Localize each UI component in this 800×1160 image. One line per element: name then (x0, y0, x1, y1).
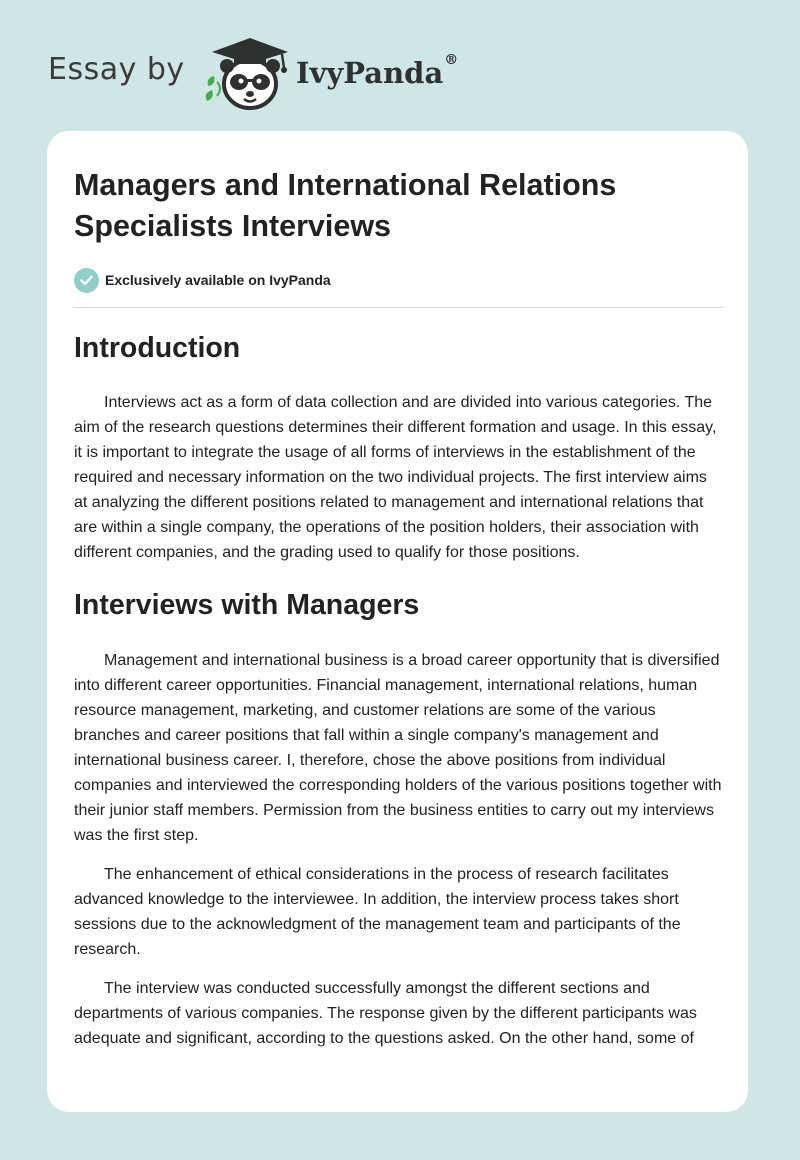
paragraph: Management and international business is a broad career opportunity that is diversified into different career opportunities. Financial management, international relations, human resource management, marketing, and customer relations are some of the various branches and career positions that fall within a single company's management and international business career. I, therefore, chose the above positions from individual companies and interviewed the corresponding holders of the various positions together with their junior staff members. Permission from the business entities to carry out my interviews was the first step. (74, 652, 722, 844)
registered-mark: ® (444, 52, 459, 68)
paragraph: The enhancement of ethical considerations in the process of research facilitates advanced knowledge to the interviewee. In addition, the interview process takes short sessions due to the acknowledgment of the management team and participants of the research. (74, 866, 681, 958)
paragraph: Interviews act as a form of data collection and are divided into various categories. The aim of the research questions determines their different formation and usage. In this essay, it is important to integrate the usage of all forms of interviews in the establishment of the required and necessary information on the two individual projects. The first interview aims at analyzing the different positions related to management and international relations that are within a single company, the operations of the position holders, their association with different companies, and the grading used to qualify for those positions. (74, 394, 717, 561)
checkmark-icon (74, 268, 99, 293)
essay-title: Managers and International Relations Specialists Interviews (74, 168, 617, 243)
site-header (0, 0, 800, 120)
exclusive-badge (74, 267, 724, 293)
exclusive-label: Exclusively available on IvyPanda (105, 272, 331, 288)
essay-card (47, 131, 748, 1112)
paragraph: The interview was conducted successfully amongst the different sections and departments of various companies. The response given by the different participants was adequate and significant, according to the questions asked. On the other hand, some of (74, 980, 697, 1047)
ivypanda-brand[interactable] (296, 52, 459, 90)
panda-graduate-icon[interactable] (200, 32, 296, 112)
section-heading-interviews-with-managers: Interviews with Managers (74, 589, 420, 621)
brand-text: IvyPanda (296, 56, 444, 90)
title-divider (74, 307, 724, 308)
essay-content (74, 165, 724, 1051)
section-heading-introduction: Introduction (74, 332, 241, 364)
essay-by-label: Essay by (48, 52, 185, 87)
